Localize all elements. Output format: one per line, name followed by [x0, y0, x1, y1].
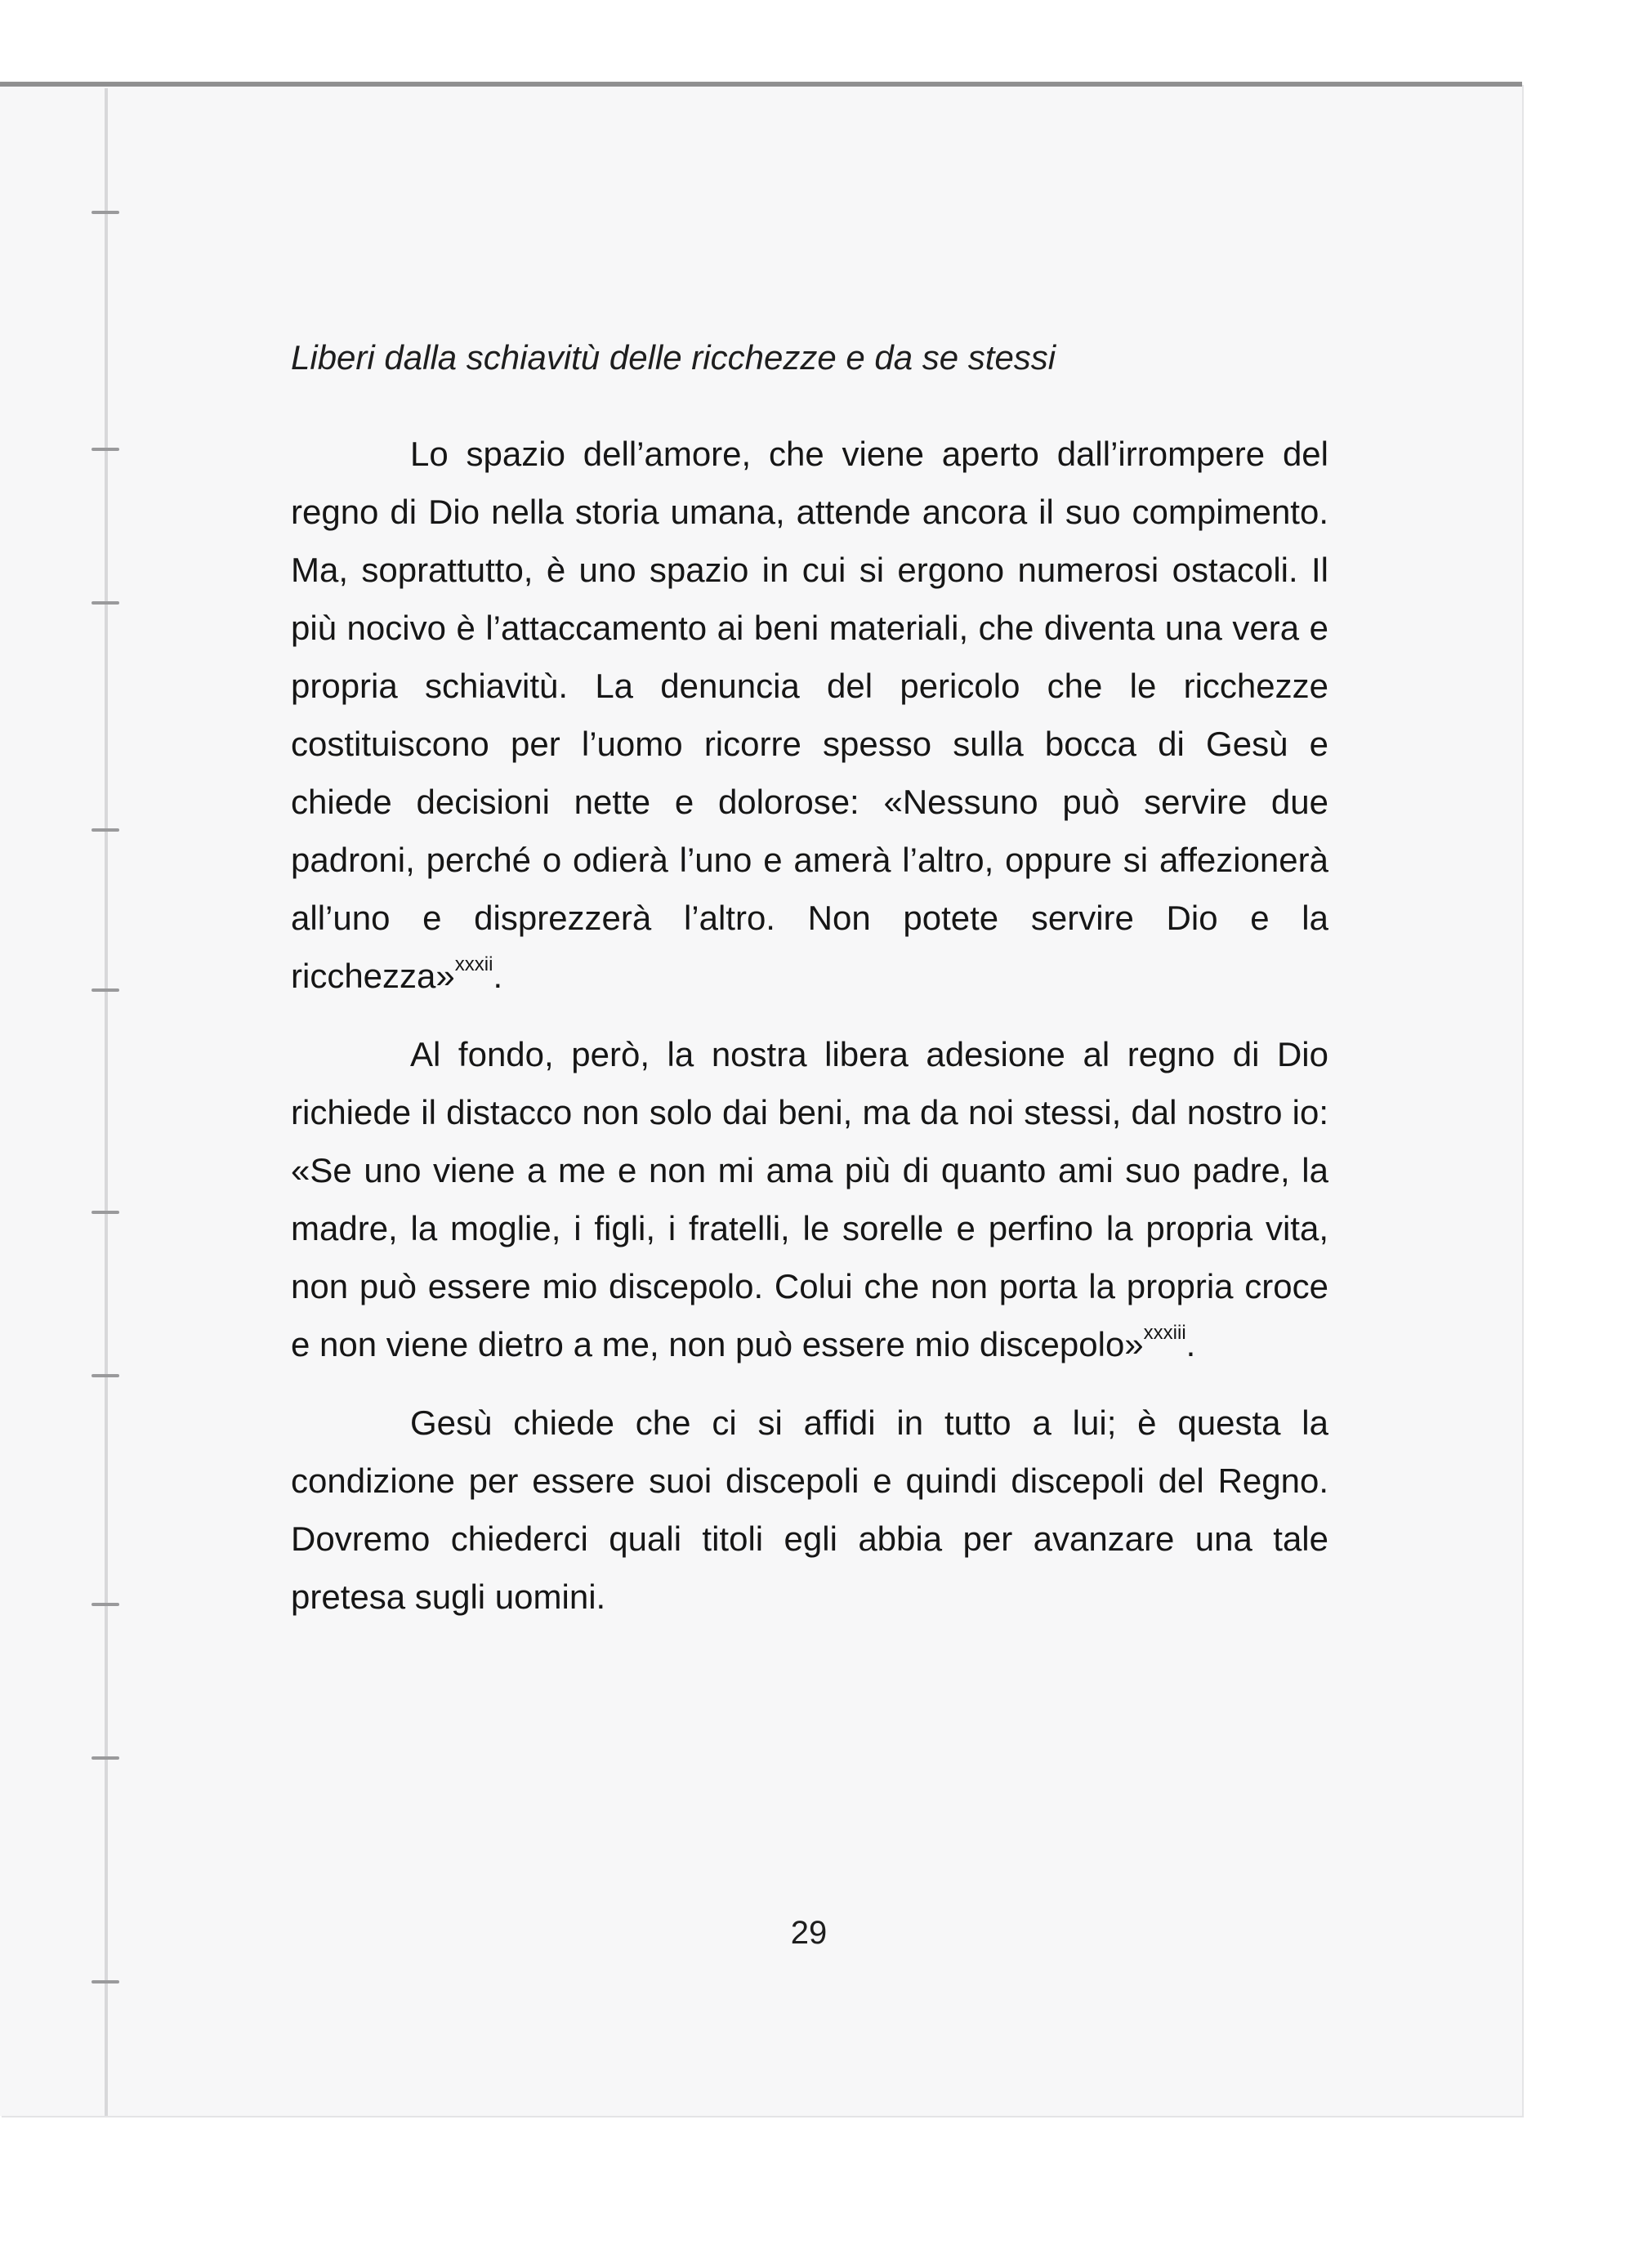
endnote-marker: xxxiii	[1143, 1322, 1186, 1344]
binding-stitch	[92, 1603, 119, 1606]
binding-stitch	[92, 1374, 119, 1377]
body-text	[291, 425, 1328, 1646]
binding-stitch	[92, 448, 119, 451]
paragraph-text: Al fondo, però, la nostra libera adesione al regno di Dio richiede il distacco non solo dai beni, ma da noi stessi, dal nostro io: «Se uno viene a me e non mi ama più di quanto ami suo padre, la madre, la moglie, i figli, i fratelli, le sorelle e perfino la propria vita, non può essere mio discepolo. Colui che non porta la propria croce e non viene dietro a me, non può essere mio discepolo»	[291, 1035, 1328, 1363]
paragraph	[291, 1025, 1328, 1373]
paragraph-tail: .	[493, 957, 503, 995]
paragraph-text: Gesù chiede che ci si affidi in tutto a lui; è questa la condizione per essere suoi discepoli e quindi discepoli del Regno. Dovremo chiederci quali titoli egli abbia per avanzare una tale pretesa sugli uomini.	[291, 1403, 1328, 1616]
running-header: Liberi dalla schiavitù delle ricchezze e da se stessi	[291, 338, 1056, 377]
binding-stitch	[92, 988, 119, 992]
page-number: 29	[790, 1915, 828, 1951]
endnote-marker: xxxii	[454, 953, 493, 975]
page-top-edge	[0, 82, 1522, 87]
paragraph-tail: .	[1185, 1325, 1196, 1363]
paragraph	[291, 1394, 1328, 1626]
binding-stitch	[92, 601, 119, 605]
binding-line	[105, 88, 108, 2116]
binding-stitch	[92, 1211, 119, 1214]
binding-stitch	[92, 1980, 119, 1983]
binding-stitch	[92, 828, 119, 832]
paragraph-text: Lo spazio dell’amore, che viene aperto dall’irrompere del regno di Dio nella storia umana, attende ancora il suo compimento. Ma, soprattutto, è uno spazio in cui si ergono numerosi ostacoli. Il più nocivo è l’attaccamento ai beni materiali, che diventa una vera e propria schiavitù. La denuncia del pericolo che le ricchezze costituiscono per l’uomo ricorre spesso sulla bocca di Gesù e chiede decisioni nette e dolorose: «Nessuno può servire due padroni, perché o odierà l’uno e amerà l’altro, oppure si affezionerà all’uno e disprezzerà l’altro. Non potete servire Dio e la ricchezza»	[291, 435, 1328, 995]
paragraph	[291, 425, 1328, 1005]
binding-stitch	[92, 211, 119, 214]
binding-stitch	[92, 1756, 119, 1760]
